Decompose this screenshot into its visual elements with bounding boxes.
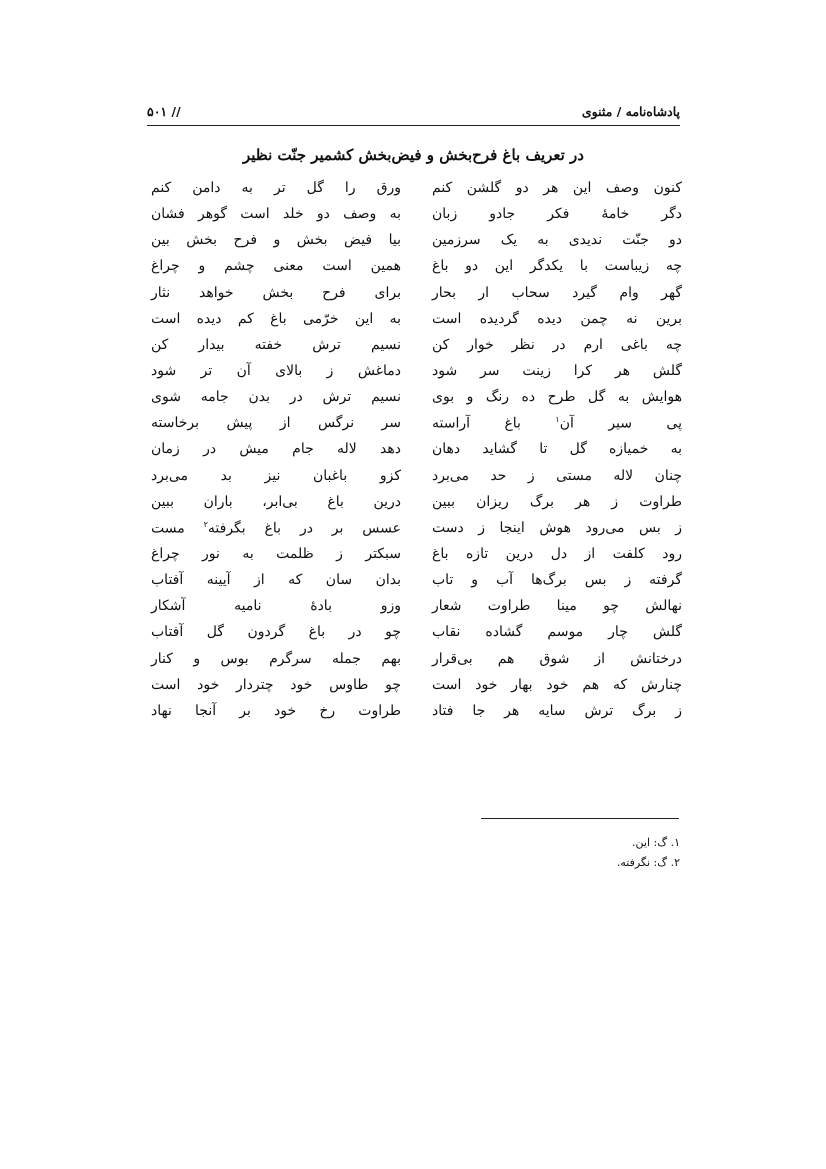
hemistich-first: چنان لاله مستی ز حد می‌برد [432, 467, 682, 484]
couplet [0, 415, 826, 441]
couplet [0, 572, 826, 598]
hemistich-second: برای فرح بخش خواهد نثار [151, 284, 401, 301]
couplet [0, 363, 826, 389]
hemistich-first: چه باغی ارم در نظر خوار کن [432, 336, 682, 353]
couplet [0, 598, 826, 624]
hemistich-second: طراوت رخ خود بر آنجا نهاد [151, 702, 401, 719]
couplet [0, 546, 826, 572]
hemistich-second: بیا فیض بخش و فرح بخش بین [151, 232, 401, 249]
hemistich-first: گلش چار موسم گشاده نقاب [432, 624, 682, 641]
hemistich-first: نهالش چو مینا طراوت شعار [432, 598, 682, 615]
hemistich-first: هوایش به گل طرح ده رنگ و بوی [432, 389, 682, 406]
hemistich-first: دو جنّت ندیدی به یک سرزمین [432, 232, 682, 249]
hemistich-first: پی سیر آن$^۱$ باغ آراسته [432, 415, 682, 432]
hemistich-second: نسیم ترش خفته بیدار کن [151, 336, 401, 353]
hemistich-second: دهد لاله جام میش در زمان [151, 441, 401, 458]
footnote-marker: ۲ [203, 519, 208, 529]
footnotes [400, 833, 680, 873]
hemistich-second: درین باغ بی‌ابر، باران ببین [151, 493, 401, 510]
hemistich-second: به این خرّمی باغ کم دیده است [151, 310, 401, 327]
hemistich-first: به خمیازه گل تا گشاید دهان [432, 441, 682, 458]
hemistich-second: دماغش ز بالای آن تر شود [151, 362, 401, 379]
couplet [0, 389, 826, 415]
hemistich-first: رود کلفت از دل درین تازه باغ [432, 545, 682, 562]
couplet [0, 232, 826, 258]
hemistich-first: دگر خامهٔ فکر جادو زبان [432, 206, 682, 223]
hemistich-first: ز بس می‌رود هوش اینجا ز دست [432, 519, 682, 536]
poem-body [0, 180, 826, 729]
hemistich-first: ز برگ ترش سایه هر جا فتاد [432, 702, 682, 719]
hemistich-first: گلش هر کرا زینت سر شود [432, 362, 682, 379]
hemistich-second: سبکتر ز ظلمت به نور چراغ [151, 545, 401, 562]
hemistich-second: نسیم ترش در بدن جامه شوی [151, 389, 401, 406]
footnote-1: ۱. گ: این. [632, 836, 680, 849]
hemistich-first: چه زیباست با یکدگر این دو باغ [432, 258, 682, 275]
page-number: // ۵۰۱ [147, 104, 181, 119]
couplet [0, 520, 826, 546]
hemistich-second: همین است معنی چشم و چراغ [151, 258, 401, 275]
couplet [0, 206, 826, 232]
hemistich-second: چو در باغ گردون گل آفتاب [151, 624, 401, 641]
couplet [0, 624, 826, 650]
hemistich-first: درختانش از شوق هم بی‌قرار [432, 650, 682, 667]
hemistich-first: کنون وصف این هر دو گلشن کنم [432, 180, 682, 196]
section-title: در تعریف باغ فرح‌بخش و فیض‌بخش کشمیر جنّت نظیر [242, 146, 584, 164]
hemistich-first: گهر وام گیرد سحاب ار بحار [432, 284, 682, 301]
hemistich-second: ورق را گل تر به دامن کنم [151, 180, 401, 196]
hemistich-second: سر نرگس از پیش برخاسته [151, 415, 401, 432]
hemistich-second: وزو بادهٔ نامیه آشکار [151, 598, 401, 615]
couplet [0, 441, 826, 467]
header-rule [147, 125, 680, 126]
footnote-2: ۲. گ: نگرفته. [616, 856, 680, 869]
running-header [147, 100, 680, 124]
couplet [0, 651, 826, 677]
footnote-rule [481, 818, 679, 819]
hemistich-first: گرفته ز بس برگ‌ها آب و تاب [432, 572, 682, 589]
hemistich-second: چو طاوس خود چتردار خود است [151, 676, 401, 693]
hemistich-second: بدان سان که از آیینه آفتاب [151, 572, 401, 589]
hemistich-first: طراوت ز هر برگ ریزان ببین [432, 493, 682, 510]
couplet [0, 703, 826, 729]
hemistich-second: کزو باغبان نیز بد می‌برد [151, 467, 401, 484]
couplet [0, 311, 826, 337]
footnote-marker: ۱ [555, 415, 560, 425]
hemistich-second: عسس بر در باغ بگرفته$^۲$ مست [151, 519, 401, 537]
couplet [0, 494, 826, 520]
hemistich-first: چنارش که هم خود بهار خود است [432, 676, 682, 693]
couplet [0, 258, 826, 284]
couplet [0, 180, 826, 206]
hemistich-second: به وصف دو خلد است گوهر فشان [151, 206, 401, 223]
couplet [0, 337, 826, 363]
couplet [0, 285, 826, 311]
book-title: پادشاه‌نامه / مثنوی [581, 104, 680, 119]
couplet [0, 468, 826, 494]
couplet [0, 677, 826, 703]
hemistich-first: برین نه چمن دیده گردیده است [432, 310, 682, 327]
hemistich-second: بهم جمله سرگرم بوس و کنار [151, 650, 401, 667]
